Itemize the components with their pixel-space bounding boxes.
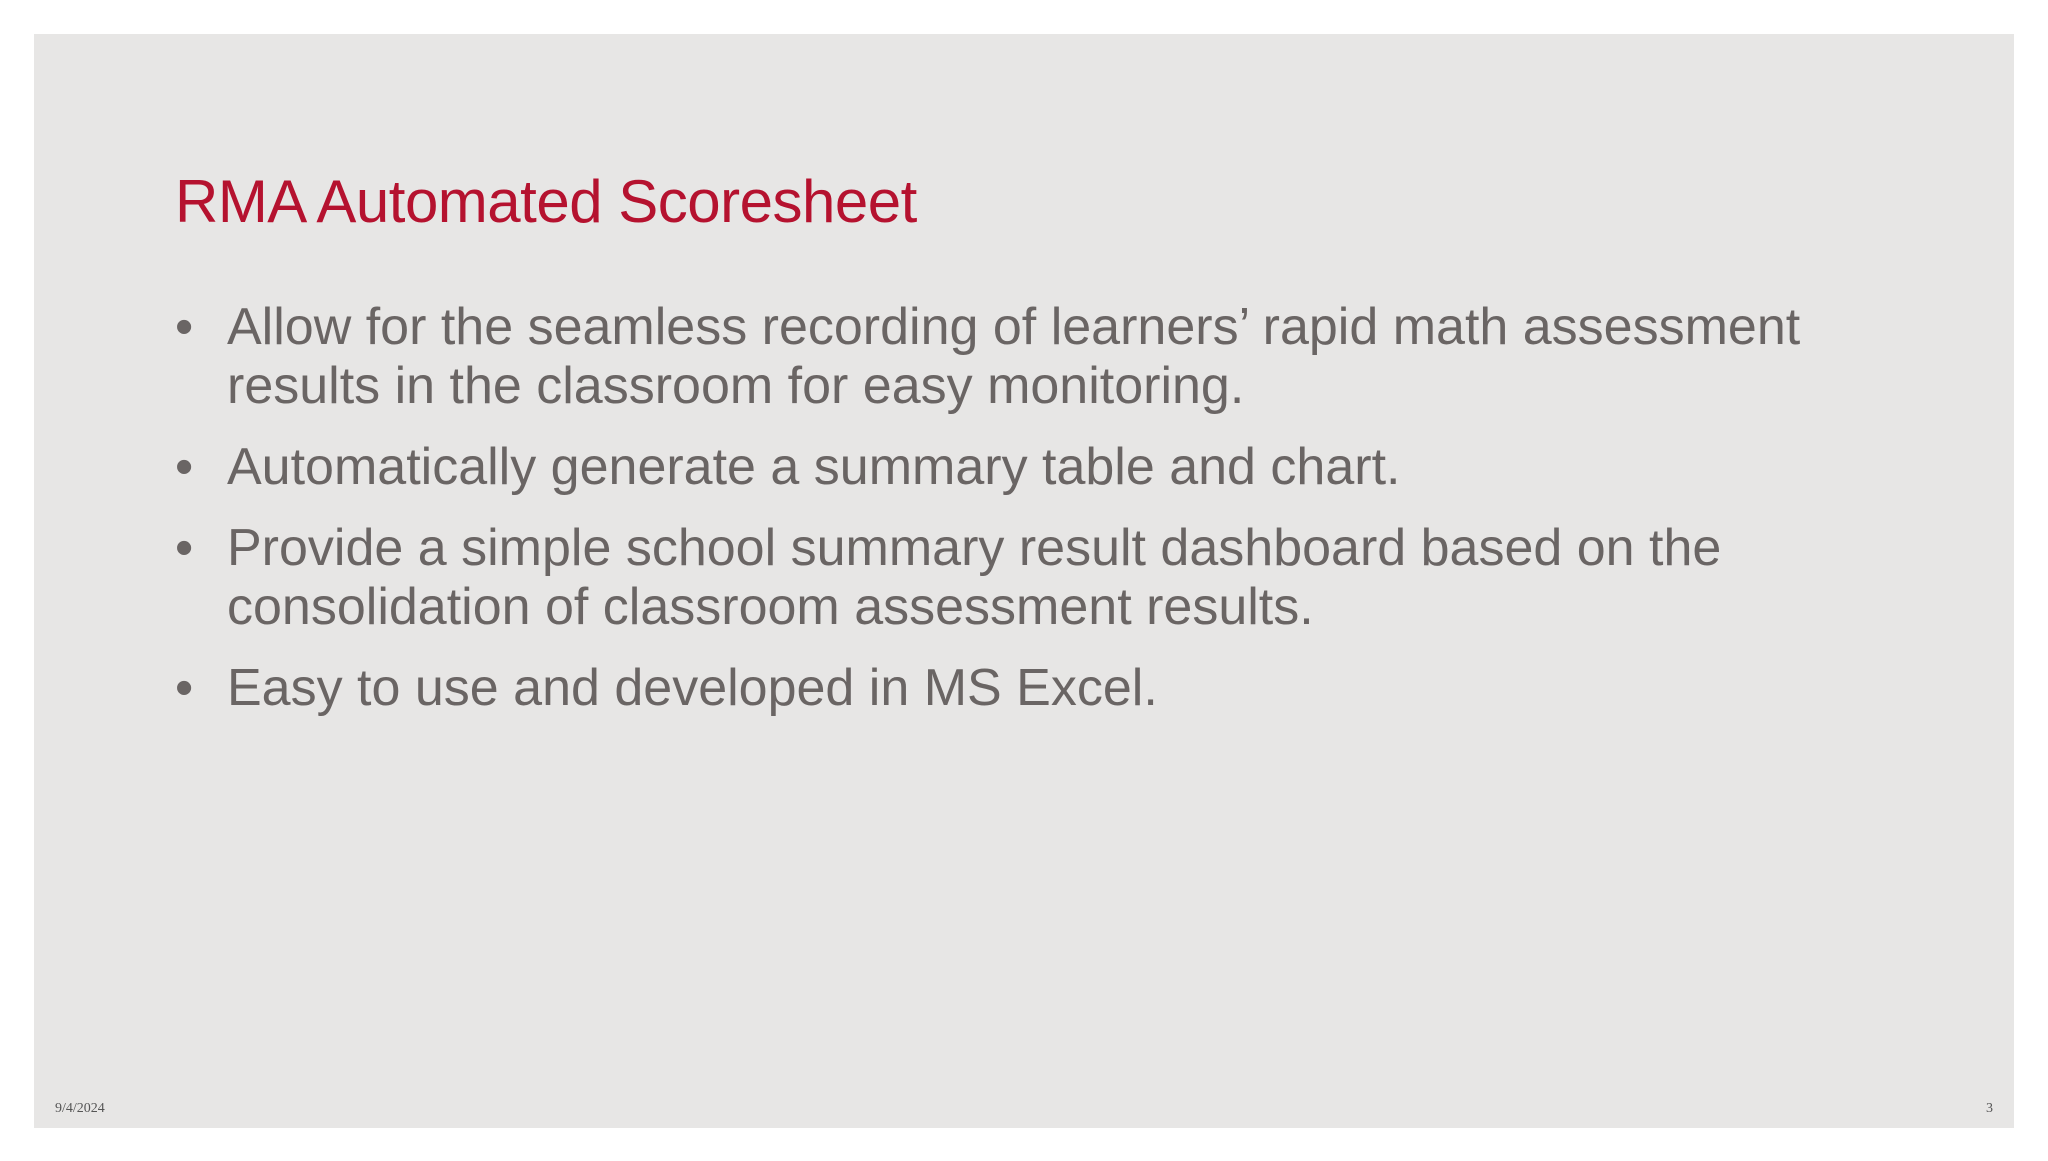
slide-title: RMA Automated Scoresheet [175,168,917,235]
slide-number: 3 [1986,1101,1993,1116]
slide [34,34,2014,1128]
bullet-text: Allow for the seamless recording of learners’ rapid math assessment results in the classroom for easy monitoring. [227,298,1801,415]
footer-date: 9/4/2024 [55,1101,105,1116]
bullet-list [175,298,1875,740]
bullet-item [175,298,1875,416]
bullet-item [175,519,1875,637]
bullet-text: Provide a simple school summary result dashboard based on the consolidation of classroom assessment results. [227,519,1722,636]
bullet-icon: • [175,438,194,496]
bullet-icon: • [175,298,194,356]
bullet-text: Automatically generate a summary table and chart. [227,438,1401,496]
bullet-icon: • [175,659,194,717]
bullet-icon: • [175,519,194,577]
bullet-item [175,659,1875,718]
bullet-text: Easy to use and developed in MS Excel. [227,659,1158,717]
bullet-item [175,438,1875,497]
